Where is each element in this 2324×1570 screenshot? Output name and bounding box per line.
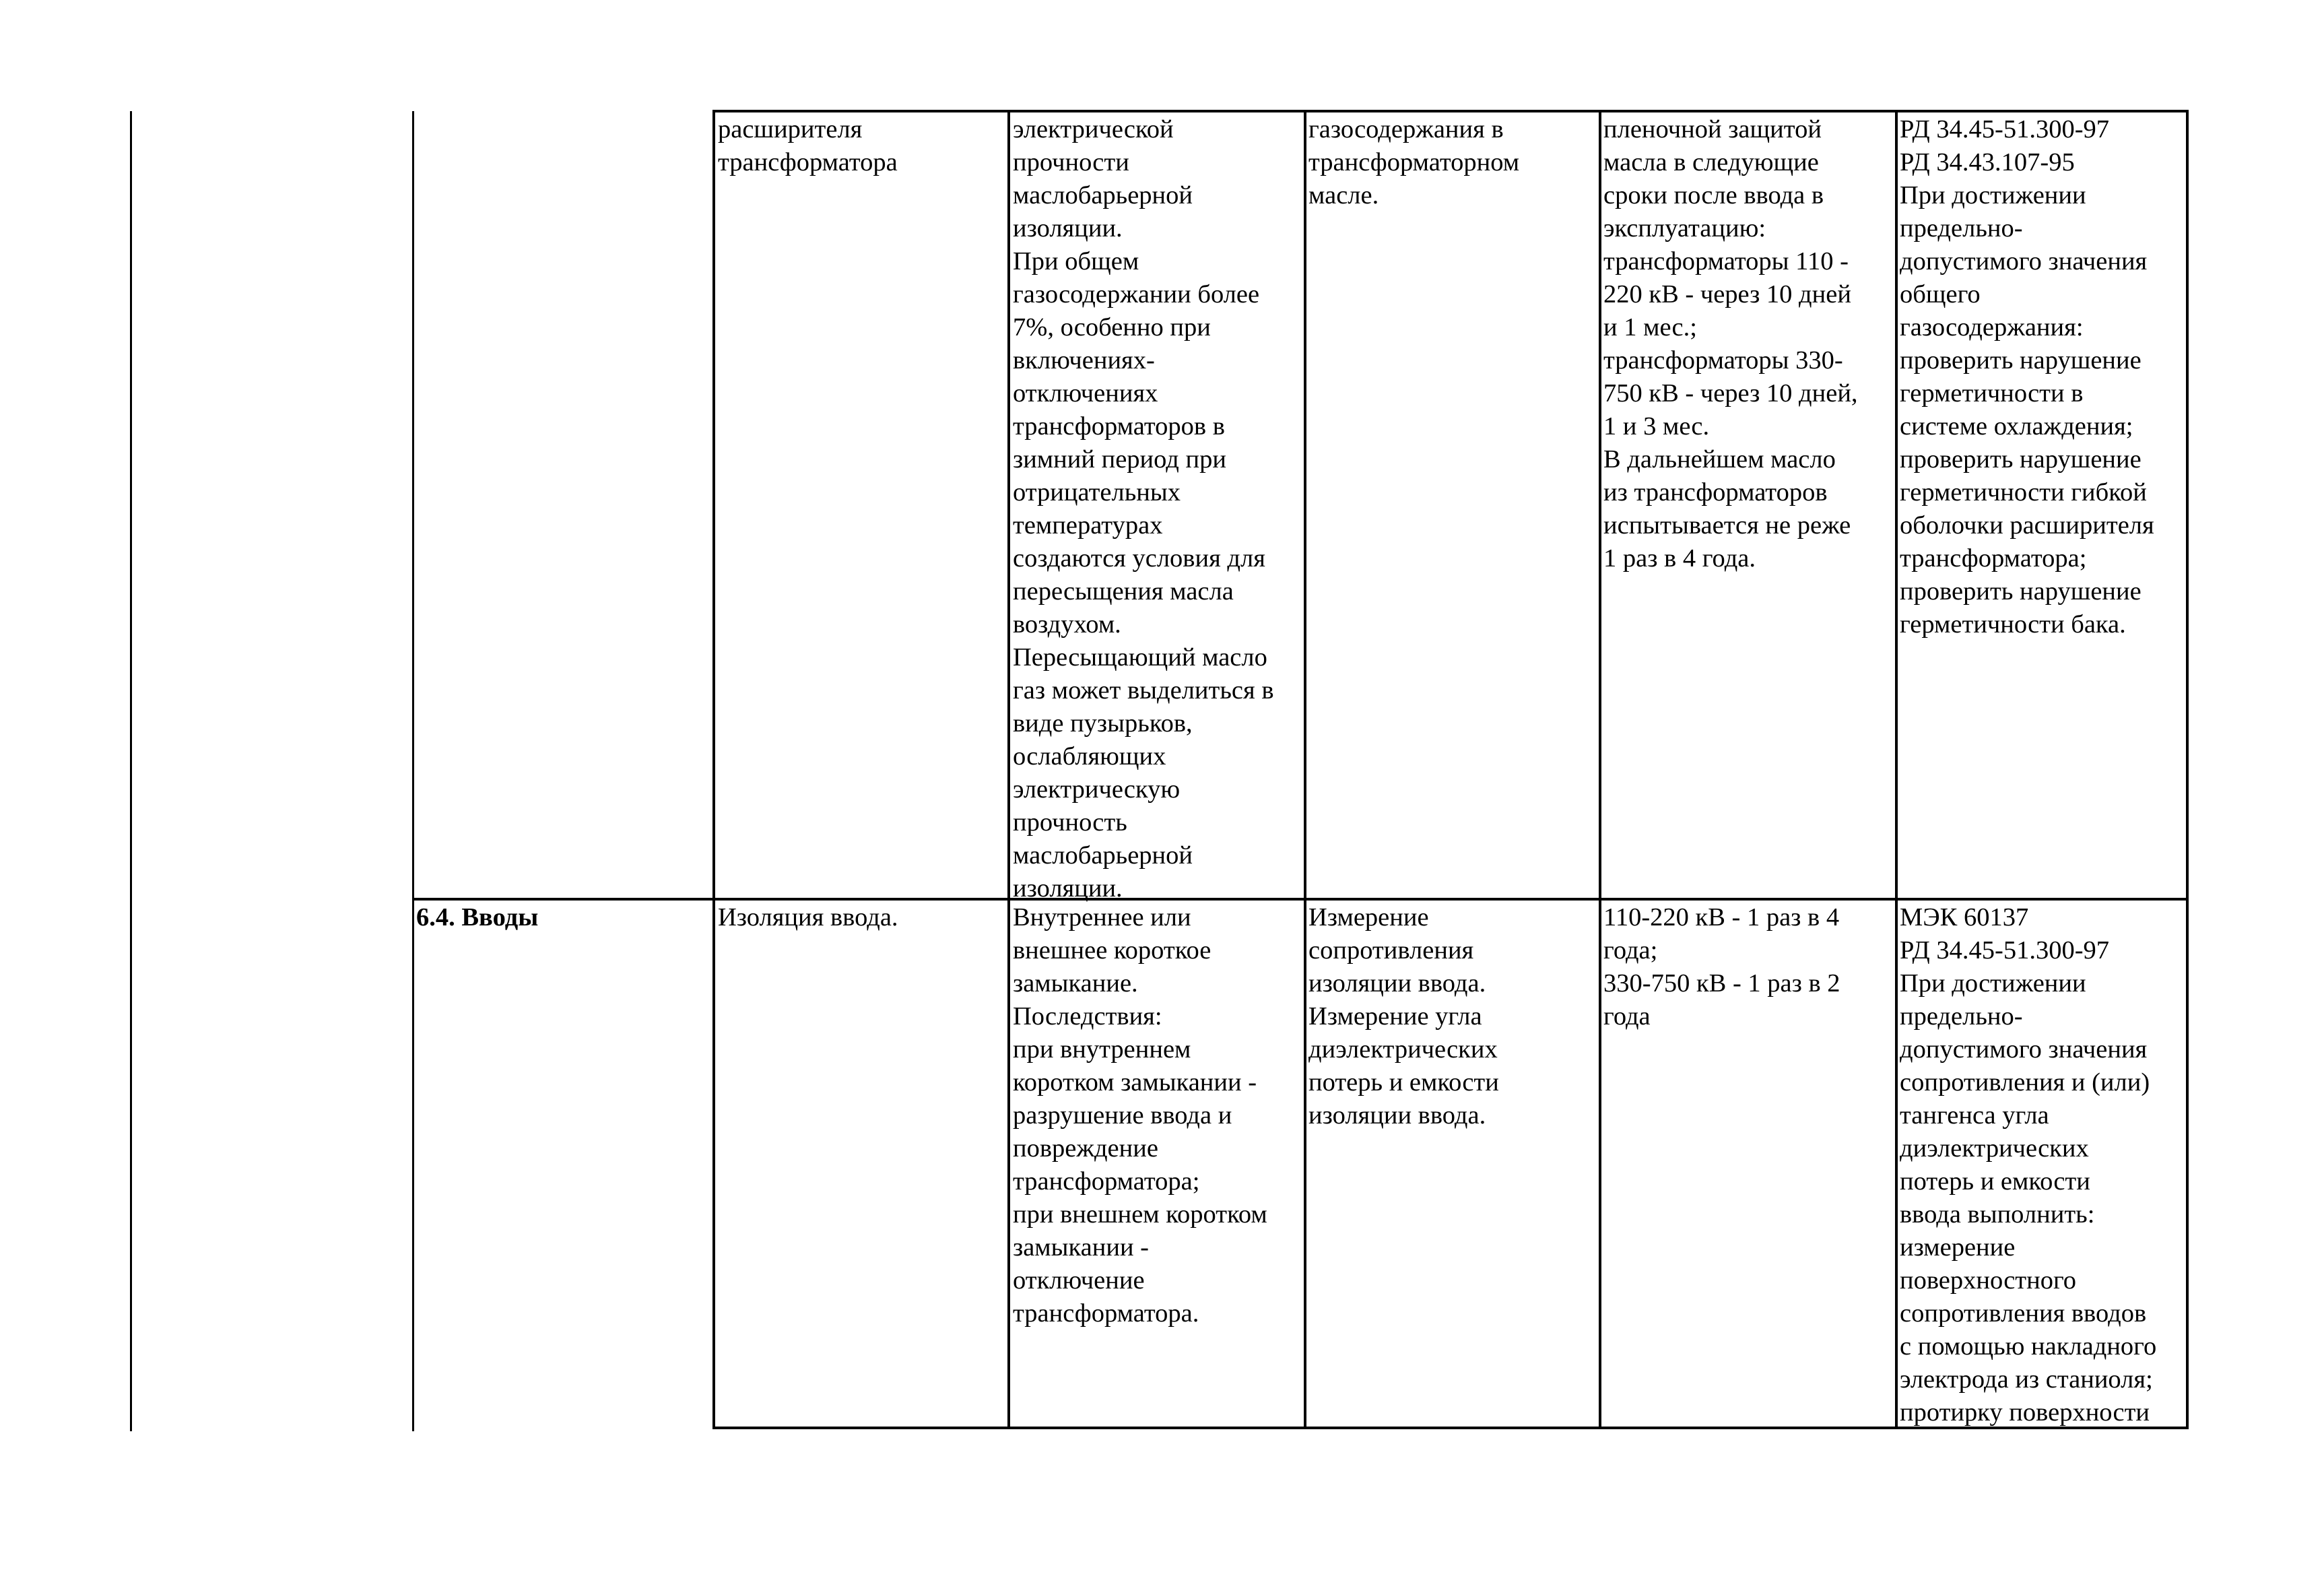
column-border-4 — [1599, 110, 1601, 1429]
column-border-right — [2186, 110, 2189, 1429]
cell-element-continued: расширителя трансформатора — [718, 115, 898, 176]
column-border-3 — [1304, 110, 1306, 1429]
cell-normative-continued: РД 34.45-51.300-97 РД 34.43.107-95 При достижении предельно- допустимого значения общего газосодержания: проверить нарушение герметичности в системе охлаждения; проверить нарушение герметичности гибкой оболочки расширителя трансформатора; проверить нарушение герметичности бака. — [1900, 115, 2154, 639]
cell-method-continued: газосодержания в трансформаторном масле. — [1308, 115, 1520, 209]
left-border-line — [130, 111, 132, 1431]
cell-failure-continued: электрической прочности маслобарьерной изоляции. При общем газосодержании более 7%, особенно при включениях- отключениях трансформаторов в зимний период при отрицательных температурах создаются условия для пересыщения масла воздухом. Пересыщающий масло газ может выделиться в виде пузырьков, ослабляющих электрическую прочность маслобарьерной изоляции. — [1013, 115, 1274, 903]
cell-periodicity-inputs: 110-220 кВ - 1 раз в 4 года; 330-750 кВ - 1 раз в 2 года — [1603, 903, 1840, 1031]
cell-periodicity-continued: пленочной защитой масла в следующие сроки после ввода в эксплуатацию: трансформаторы 110 - 220 кВ - через 10 дней и 1 мес.; трансформаторы 330- 750 кВ - через 10 дней, 1 и 3 мес. В дальнейшем масло из трансформаторов испытывается не реже 1 раз в 4 года. — [1603, 115, 1858, 573]
cell-section-title: 6.4. Вводы — [416, 903, 539, 931]
column-divider-line — [412, 111, 414, 1431]
column-border-5 — [1895, 110, 1898, 1429]
table-top-border — [712, 110, 2189, 112]
column-border-1 — [712, 110, 715, 1429]
cell-normative-inputs: МЭК 60137 РД 34.45-51.300-97 При достижении предельно- допустимого значения сопротивления и (или) тангенса угла диэлектрических потерь и емкости ввода выполнить: измерение поверхностного сопротивления вводов с помощью накладного электрода из станиоля; протирку поверхности — [1900, 903, 2157, 1427]
cell-element-inputs: Изоляция ввода. — [718, 903, 898, 931]
cell-method-inputs: Измерение сопротивления изоляции ввода. Измерение угла диэлектрических потерь и емкости изоляции ввода. — [1308, 903, 1499, 1130]
cell-failure-inputs: Внутреннее или внешнее короткое замыкание. Последствия: при внутреннем коротком замыкании - разрушение ввода и повреждение трансформатора; при внешнем коротком замыкании - отключение трансформатора. — [1013, 903, 1267, 1328]
column-border-2 — [1007, 110, 1010, 1429]
